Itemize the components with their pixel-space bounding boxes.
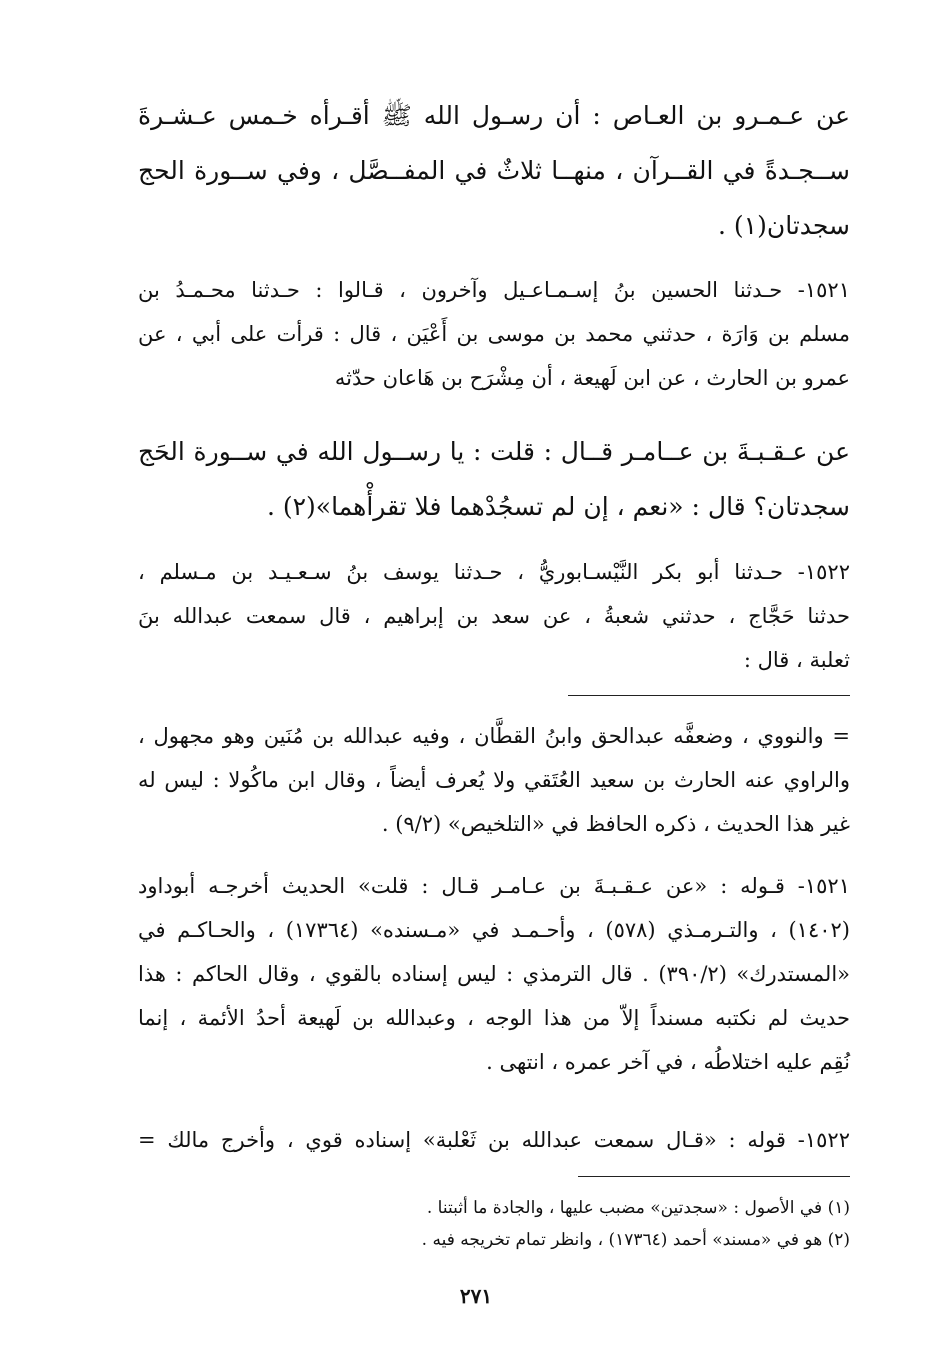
footnote-2: (٢) هو في «مسند» أحمد (١٧٣٦٤) ، وانظر تمام تخريجه فيه . xyxy=(421,1230,850,1250)
text-line: = والنووي ، وضعفَّه عبدالحق وابنُ القطَّان ، وفيه عبدالله بن مُنَين وهو مجهول ، xyxy=(138,724,850,748)
text-line: عمرو بن الحارث ، عن ابن لَهيعة ، أن مِشْرَح بن هَاعان حدّثه xyxy=(334,366,850,390)
text-line: ١٥٢٢- حـدثنا أبو بكر النَّيْسـابوريُّ ، حـدثنا يوسف بنُ سـعـيـد بن مـسلم ، xyxy=(138,560,850,584)
footnote-1: (١) في الأصول : «سجدتين» مضبب عليها ، والجادة ما أثبتنا . xyxy=(426,1198,850,1218)
text-line: حديث لم نكتبه مسنداً إلاّ من هذا الوجه ، وعبدالله بن لَهيعة أحدُ الأئمة ، إنما xyxy=(138,1006,850,1030)
text-line: (١٤٠٢) ، والتـرمـذي (٥٧٨) ، وأحـمـد في «مـسنده» (١٧٣٦٤) ، والحـاكـم في xyxy=(138,918,850,942)
text-line: عن عـمـرو بن العـاص : أن رسـول الله ﷺ أقـرأه خـمس عـشـرةَ xyxy=(138,101,850,130)
isnad-1522 xyxy=(138,550,850,682)
main-text-separator xyxy=(568,695,850,696)
text-line: مسلم بن وَارَة ، حدثني محمد بن موسى بن أَعْيَن ، قال : قرأت على أبي ، عن xyxy=(138,322,850,346)
text-line: عن عـقـبـةَ بن عــامـر قــال : قلت : يا رســول الله في ســورة الحَج xyxy=(138,437,850,466)
text-line: والراوي عنه الحارث بن سعيد العُتَقي ولا يُعرف أيضاً ، وقال ابن ماكُولا : ليس له xyxy=(138,768,850,792)
text-line: ١٥٢٢- قوله : «قـال سمعت عبدالله بن ثَعْلبة» إسناده قوي ، وأخرج مالك = xyxy=(138,1128,850,1152)
footnote-separator xyxy=(578,1176,850,1177)
hadith-1520-text xyxy=(138,88,850,253)
text-line: غير هذا الحديث ، ذكره الحافظ في «التلخيص» (٩/٢) . xyxy=(381,812,850,836)
text-line: ســجـدةً في القــرآن ، منهــا ثلاثٌ في المفــصَّل ، وفي ســورة الحج xyxy=(138,156,850,185)
text-line: حدثنا حَجَّاج ، حدثني شعبةُ ، عن سعد بن إبراهيم ، قال سمعت عبدالله بنَ xyxy=(138,604,850,628)
commentary-1521 xyxy=(138,864,850,1084)
commentary-continuation xyxy=(138,714,850,846)
text-line: ١٥٢١- قـوله : «عن عـقـبـةَ بن عـامـر قـال : قلت» الحديث أخرجـه أبوداود xyxy=(138,874,850,898)
hadith-1521-text xyxy=(138,424,850,534)
footnotes xyxy=(138,1192,850,1256)
text-line: ١٥٢١- حـدثنا الحسين بنُ إسـمـاعـيل وآخرون ، قـالوا : حـدثنا محـمـدُ بن xyxy=(138,278,850,302)
text-line: سجدتان؟ قال : «نعم ، إن لم تسجُدْهما فلا تقرأْهما»(٢) . xyxy=(266,492,850,521)
text-line: نُقِم عليه اختلاطُه ، في آخر عمره ، انتهى . xyxy=(486,1050,850,1074)
text-line: سجدتان(١) . xyxy=(718,211,850,240)
isnad-1521 xyxy=(138,268,850,400)
page-number: ٢٧١ xyxy=(459,1284,493,1308)
text-line: «المستدرك» (٣٩٠/٢) . قال الترمذي : ليس إسناده بالقوي ، وقال الحاكم : هذا xyxy=(138,962,850,986)
text-line: ثعلبة ، قال : xyxy=(743,648,850,672)
commentary-1522 xyxy=(138,1118,850,1162)
